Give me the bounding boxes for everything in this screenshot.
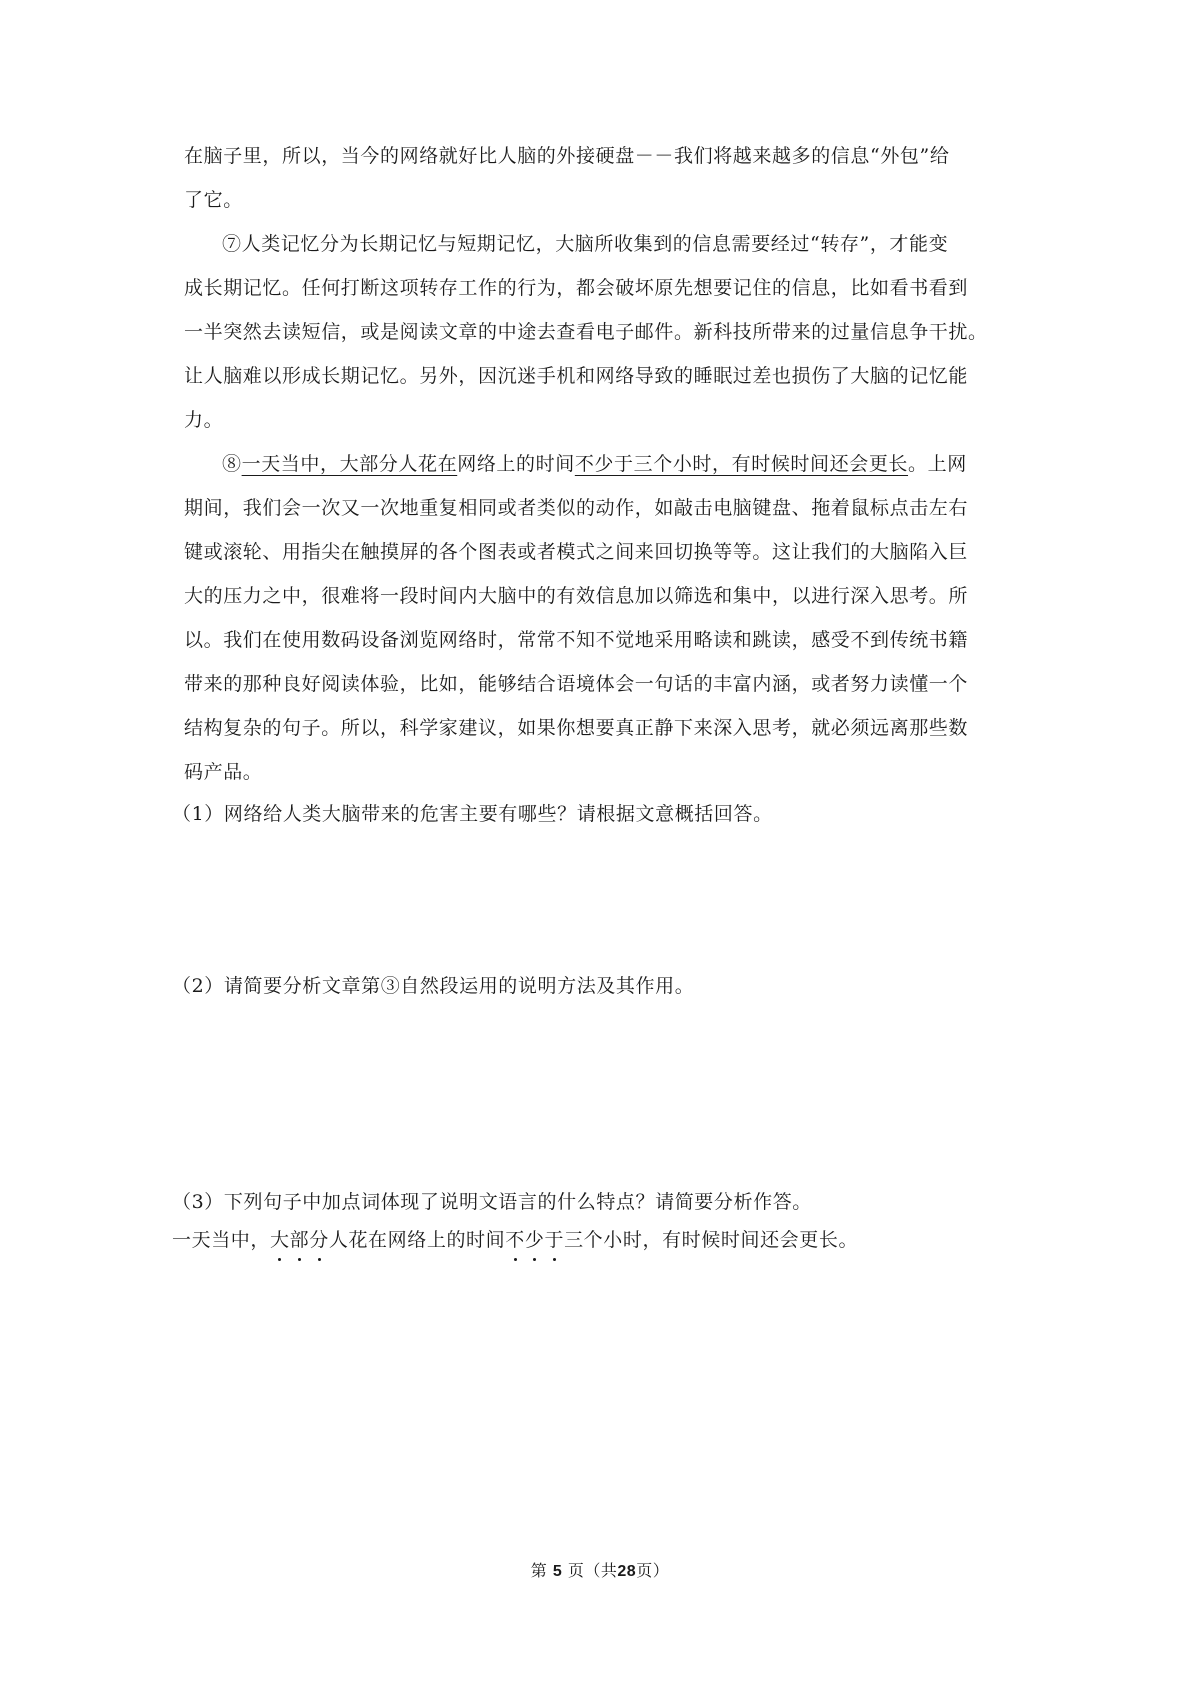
plain-phrase: 网络上的时间 [457,453,575,475]
paragraph-7-line-1: ⑦人类记忆分为长期记忆与短期记忆，大脑所收集到的信息需要经过“转存”，才能变 [222,233,949,255]
sentence-part-a: 一天当中， [172,1229,271,1251]
footer-prefix: 第 [530,1561,548,1580]
paragraph-7-line-4: 让人脑难以形成长期记忆。另外，因沉迷手机和网络导致的睡眠过差也损伤了大脑的记忆能 [184,365,969,387]
line-end: 。上网 [908,453,967,475]
dotted-char: 于 [544,1226,564,1254]
dotted-char: 少 [525,1226,545,1254]
paragraph-8-line-4: 大的压力之中，很难将一段时间内大脑中的有效信息加以筛选和集中，以进行深入思考。所 [184,585,969,607]
sentence-part-b: 人花在网络上的时间 [328,1229,506,1251]
paragraph-6-line-1: 在脑子里，所以，当今的网络就好比人脑的外接硬盘－－我们将越来越多的信息“外包”给 [184,145,950,167]
dotted-char: 分 [309,1226,329,1254]
paragraph-7-line-5: 力。 [184,409,224,431]
page-footer [0,1560,1200,1583]
footer-suffix: 页） [636,1561,670,1580]
paragraph-8-line-5: 以。我们在使用数码设备浏览网络时，常常不知不觉地采用略读和跳读，感受不到传统书籍 [184,629,969,651]
dotted-word-1 [270,1229,329,1251]
footer-mid: 页（共 [567,1561,618,1580]
paragraph-8-line-2: 期间，我们会一次又一次地重复相同或者类似的动作，如敲击电脑键盘、拖着鼠标点击左右 [184,497,969,519]
question-3-sentence [172,1226,1012,1254]
question-2: （2）请简要分析文章第③自然段运用的说明方法及其作用。 [172,975,695,997]
dotted-char: 部 [290,1226,310,1254]
footer-page-number: 5 [552,1563,563,1580]
dotted-char: 不 [505,1226,525,1254]
dotted-char: 大 [270,1226,290,1254]
underlined-phrase-2: 不少于三个小时，有时候时间还会更长 [574,453,909,475]
dotted-word-2 [505,1229,564,1251]
paragraph-7-line-2: 成长期记忆。任何打断这项转存工作的行为，都会破坏原先想要记住的信息，比如看书看到 [184,277,969,299]
paragraph-8-line-3: 键或滚轮、用指尖在触摸屏的各个图表或者模式之间来回切换等等。这让我们的大脑陷入巨 [184,541,969,563]
paragraph-7-line-3: 一半突然去读短信，或是阅读文章的中途去查看电子邮件。新科技所带来的过量信息争干扰。 [184,321,988,343]
question-3: （3）下列句子中加点词体现了说明文语言的什么特点？请简要分析作答。 [172,1191,812,1213]
paragraph-6-line-2: 了它。 [184,189,243,211]
paragraph-8-line-6: 带来的那种良好阅读体验，比如，能够结合语境体会一句话的丰富内涵，或者努力读懂一个 [184,673,969,695]
footer-total-pages: 28 [617,1563,637,1580]
underlined-phrase-1: 一天当中，大部分人花在 [241,453,458,475]
paragraph-8-line-7: 结构复杂的句子。所以，科学家建议，如果你想要真正静下来深入思考，就必须远离那些数 [184,717,969,739]
question-1: （1）网络给人类大脑带来的危害主要有哪些？请根据文意概括回答。 [172,803,773,825]
sentence-part-c: 三个小时，有时候时间还会更长。 [564,1229,859,1251]
paragraph-number: ⑧ [222,453,242,475]
paragraph-8-line-8: 码产品。 [184,761,263,783]
paragraph-8-line-1 [222,450,1062,478]
